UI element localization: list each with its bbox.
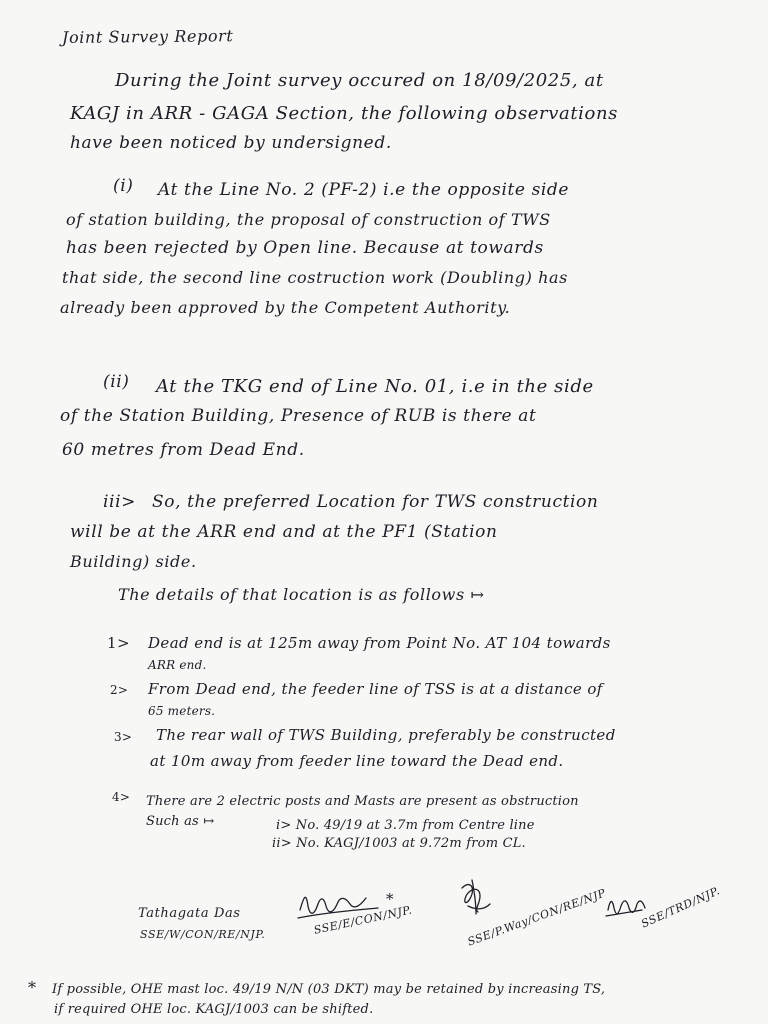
point-iii-line-1: So, the preferred Location for TWS construction — [152, 492, 599, 512]
detail-3-line-2: at 10m away from feeder line toward the Dead end. — [150, 752, 564, 770]
detail-4-line-1: There are 2 electric posts and Masts are present as obstruction — [146, 794, 579, 809]
point-i-line-5: already been approved by the Competent Authority. — [60, 298, 511, 317]
footnote-line-1: If possible, OHE mast loc. 49/19 N/N (03 DKT) may be retained by increasing TS, — [52, 982, 606, 997]
point-iii-line-3: Building) side. — [70, 552, 197, 571]
detail-2-line-2: 65 meters. — [148, 704, 216, 718]
point-iii-marker: iii> — [103, 492, 136, 512]
intro-line-3: have been noticed by undersigned. — [70, 133, 392, 153]
point-i-line-4: that side, the second line costruction work (Doubling) has — [62, 268, 568, 287]
detail-3-line-1: The rear wall of TWS Building, preferably be constructed — [156, 726, 616, 744]
point-ii-line-2: of the Station Building, Presence of RUB is there at — [60, 406, 537, 426]
point-iii-line-2: will be at the ARR end and at the PF1 (Station — [70, 522, 498, 542]
details-intro: The details of that location is as follows ↦ — [118, 585, 485, 604]
point-i-line-2: of station building, the proposal of construction of TWS — [66, 210, 551, 229]
obstruction-2: ii> No. KAGJ/1003 at 9.72m from CL. — [272, 836, 526, 851]
point-i-line-1: At the Line No. 2 (PF-2) i.e the opposite side — [158, 180, 570, 200]
point-ii-line-1: At the TKG end of Line No. 01, i.e in the side — [156, 376, 594, 397]
detail-1-marker: 1> — [107, 634, 130, 652]
detail-2-marker: 2> — [110, 683, 129, 697]
signature-3-designation: SSE/P.Way/CON/RE/NJP — [465, 886, 608, 949]
obstruction-1: i> No. 49/19 at 3.7m from Centre line — [276, 818, 535, 833]
report-title: Joint Survey Report — [61, 26, 234, 47]
footnote-line-2: if required OHE loc. KAGJ/1003 can be shifted. — [54, 1002, 374, 1017]
detail-2-line-1: From Dead end, the feeder line of TSS is at a distance of — [148, 680, 603, 698]
signature-strokes — [0, 870, 768, 990]
intro-line-2: KAGJ in ARR - GAGA Section, the following observations — [70, 103, 619, 124]
signature-2-asterisk: * — [386, 890, 395, 908]
detail-1-line-1: Dead end is at 125m away from Point No. AT 104 towards — [148, 634, 611, 652]
detail-3-marker: 3> — [114, 730, 133, 744]
detail-4-line-2: Such as ↦ — [146, 814, 215, 829]
point-ii-line-3: 60 metres from Dead End. — [62, 440, 305, 460]
intro-line-1: During the Joint survey occured on 18/09/2025, at — [115, 70, 604, 91]
signature-1-name: Tathagata Das — [138, 906, 241, 921]
footnote-marker: * — [28, 978, 37, 997]
signature-1-designation: SSE/W/CON/RE/NJP. — [140, 928, 266, 941]
point-i-marker: (i) — [113, 176, 134, 196]
point-i-line-3: has been rejected by Open line. Because at towards — [66, 238, 544, 258]
point-ii-marker: (ii) — [103, 372, 130, 392]
signature-2-designation: SSE/E/CON/NJP. — [312, 903, 414, 937]
signature-4-designation: SSE/TRD/NJP. — [639, 884, 722, 931]
detail-4-marker: 4> — [112, 790, 131, 804]
detail-1-line-2: ARR end. — [148, 658, 207, 672]
